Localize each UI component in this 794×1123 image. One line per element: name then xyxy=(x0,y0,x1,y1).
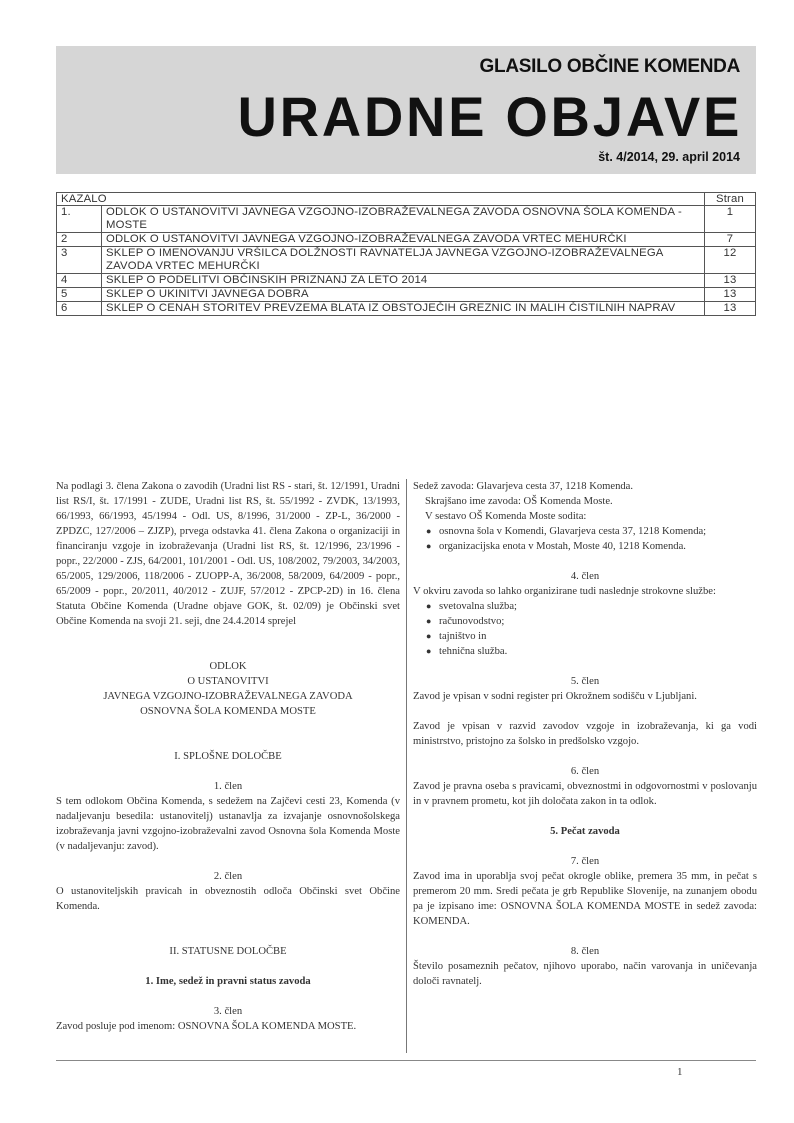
article-heading: 1. člen xyxy=(213,781,243,792)
left-column xyxy=(56,479,400,1034)
toc-row-title: ODLOK O USTANOVITVI JAVNEGA VZGOJNO-IZOBRAŽEVALNEGA ZAVODA OSNOVNA ŠOLA KOMENDA - MOSTE xyxy=(102,206,705,233)
bullet-icon: ● xyxy=(426,541,432,551)
article-text: Zavod posluje pod imenom: OSNOVNA ŠOLA KOMENDA MOSTE. xyxy=(56,1021,357,1032)
toc-row-title: SKLEP O IMENOVANJU VRŠILCA DOLŽNOSTI RAVNATELJA JAVNEGA VZGOJNO-IZOBRAŽEVALNEGA ZAVODA VRTEC MEHURČKI xyxy=(102,247,705,274)
bullet-icon: ● xyxy=(426,616,432,626)
toc-row-page: 1 xyxy=(705,206,756,233)
toc-row[interactable] xyxy=(57,247,756,274)
issue-info: št. 4/2014, 29. april 2014 xyxy=(598,150,740,164)
toc-row-title: SKLEP O PODELITVI OBČINSKIH PRIZNANJ ZA LETO 2014 xyxy=(102,274,705,288)
article-text: Zavod je vpisan v sodni register pri Okrožnem sodišču v Ljubljani. xyxy=(413,691,697,702)
bullet-icon: ● xyxy=(426,526,432,536)
toc-row-page: 13 xyxy=(705,302,756,316)
article-text: Skrajšano ime zavoda: OŠ Komenda Moste. xyxy=(425,496,613,507)
toc-row[interactable] xyxy=(57,288,756,302)
bullet-icon: ● xyxy=(426,601,432,611)
units-list xyxy=(413,524,757,554)
bullet-icon: ● xyxy=(426,631,432,641)
list-item: ● tehnična služba. xyxy=(426,646,508,657)
subsection-heading: 1. Ime, sedež in pravni status zavoda xyxy=(145,976,311,987)
article-text: Sedež zavoda: Glavarjeva cesta 37, 1218 Komenda. xyxy=(413,481,634,492)
article-text: V sestavo OŠ Komenda Moste sodita: xyxy=(425,511,587,522)
toc-row-title: ODLOK O USTANOVITVI JAVNEGA VZGOJNO-IZOBRAŽEVALNEGA ZAVODA VRTEC MEHURČKI xyxy=(102,233,705,247)
toc-row-number: 1. xyxy=(57,206,102,233)
article-text: O ustanoviteljskih pravicah in obveznostih odloča Občinski svet Občine Komenda. xyxy=(56,886,400,912)
page-number: 1 xyxy=(677,1066,683,1078)
article-heading: 3. člen xyxy=(213,1006,243,1017)
toc-row-number: 3 xyxy=(57,247,102,274)
subsection-heading: 5. Pečat zavoda xyxy=(550,826,620,837)
article-text: Zavod je pravna oseba s pravicami, obveznostmi in odgovornostmi v poslovanju in v pravnem prometu, kot jih določata zakon in ta odlok. xyxy=(413,781,757,807)
right-column xyxy=(413,479,757,989)
list-item: ● tajništvo in xyxy=(426,631,487,642)
article-text: Število posameznih pečatov, njihovo uporabo, način varovanja in uničevanja določi ravnatelj. xyxy=(413,961,757,987)
article-heading: 4. člen xyxy=(570,571,600,582)
toc-row-number: 6 xyxy=(57,302,102,316)
column-divider xyxy=(406,479,407,1053)
section-heading: I. SPLOŠNE DOLOČBE xyxy=(174,751,282,762)
toc-row-number: 2 xyxy=(57,233,102,247)
section-heading: II. STATUSNE DOLOČBE xyxy=(169,946,287,957)
table-of-contents xyxy=(56,192,756,316)
toc-row-page: 13 xyxy=(705,288,756,302)
toc-row[interactable] xyxy=(57,233,756,247)
article-heading: 8. člen xyxy=(570,946,600,957)
toc-row-title: SKLEP O CENAH STORITEV PREVZEMA BLATA IZ OBSTOJEČIH GREZNIC IN MALIH ČISTILNIH NAPRAV xyxy=(102,302,705,316)
list-item: ● osnovna šola v Komendi, Glavarjeva cesta 37, 1218 Komenda; xyxy=(426,526,707,537)
article-text: S tem odlokom Občina Komenda, s sedežem na Zajčevi cesti 23, Komenda (v nadaljevanju besedila: ustanovitelj) ustanavlja za izvajanje osnovnošolskega izobraževanja javni vzgojno-izobraževalni zavod Osnovna šola Komenda Moste (v nadaljevanju: zavod). xyxy=(56,796,400,852)
services-list xyxy=(413,599,757,659)
toc-row-page: 13 xyxy=(705,274,756,288)
toc-row-title: SKLEP O UKINITVI JAVNEGA DOBRA xyxy=(102,288,705,302)
decree-title-line: JAVNEGA VZGOJNO-IZOBRAŽEVALNEGA ZAVODA xyxy=(103,691,353,702)
toc-row-page: 7 xyxy=(705,233,756,247)
decree-title-line: OSNOVNA ŠOLA KOMENDA MOSTE xyxy=(140,706,316,717)
bullet-icon: ● xyxy=(426,646,432,656)
publication-title: URADNE OBJAVE xyxy=(237,85,742,148)
toc-header-label: KAZALO xyxy=(57,193,705,206)
article-text: V okviru zavoda so lahko organizirane tudi naslednje strokovne službe: xyxy=(413,586,716,597)
decree-title-line: ODLOK xyxy=(209,661,247,672)
article-heading: 7. člen xyxy=(570,856,600,867)
publication-subtitle: GLASILO OBČINE KOMENDA xyxy=(479,56,740,77)
article-text: Zavod ima in uporablja svoj pečat okrogle oblike, premera 35 mm, in pečat s premerom 20 mm. Sredi pečata je grb Republike Slovenije, na zunanjem obodu pa je izpisano ime: OSNOVNA ŠOLA KOMENDA MOSTE in sedež zavoda: KOMENDA. xyxy=(413,871,757,927)
article-heading: 2. člen xyxy=(213,871,243,882)
decree-title-line: O USTANOVITVI xyxy=(187,676,269,687)
list-item: ● računovodstvo; xyxy=(426,616,505,627)
toc-row[interactable] xyxy=(57,302,756,316)
toc-row[interactable] xyxy=(57,274,756,288)
toc-header-page: Stran xyxy=(705,193,756,206)
toc-row[interactable] xyxy=(57,206,756,233)
toc-header-row xyxy=(57,193,756,206)
masthead xyxy=(56,46,756,174)
footer-rule xyxy=(56,1060,756,1061)
toc-row-number: 5 xyxy=(57,288,102,302)
article-text: Zavod je vpisan v razvid zavodov vzgoje in izobraževanja, ki ga vodi ministrstvo, pristojno za šolsko in predšolsko vzgojo. xyxy=(413,721,757,747)
toc-row-number: 4 xyxy=(57,274,102,288)
article-heading: 5. člen xyxy=(570,676,600,687)
toc-row-page: 12 xyxy=(705,247,756,274)
list-item: ● svetovalna služba; xyxy=(426,601,517,612)
list-item: ● organizacijska enota v Mostah, Moste 40, 1218 Komenda. xyxy=(426,541,686,552)
article-heading: 6. člen xyxy=(570,766,600,777)
preamble: Na podlagi 3. člena Zakona o zavodih (Uradni list RS - stari, št. 12/1991, Uradni list RS/I, št. 17/1991 - ZUDE, Uradni list RS, št. 55/1992 - ZVDK, 13/1993, 66/1993, 66/1993, 45/1994 - Odl. US, 8/1996, 31/2000 - ZP-L, 36/2000 - ZPDZC, 127/2006 – ZJZP), prvega odstavka 41. člena Zakona o organizaciji in financiranju vzgoje in izobraževanja (Uradni list RS, št. 12/1996, 23/1996 - popr., 22/2000 - ZJS, 64/2001, 101/2001 - Odl. US, 108/2002, 79/2003, 34/2003, 65/2005, 129/2006, 118/2006 - ZUOPP-A, 36/2008, 58/2009, 64/2009 - popr., 65/2009 - popr., 20/2011, 40/2012 - ZUJF, 57/2012 - ZPCP-2D) in 16. člena Statuta Občine Komenda (Uradne objave GOK, št. 02/09) je Občinski svet Občine Komenda na svoji 21. seji, dne 24.4.2014 sprejel xyxy=(56,481,400,627)
